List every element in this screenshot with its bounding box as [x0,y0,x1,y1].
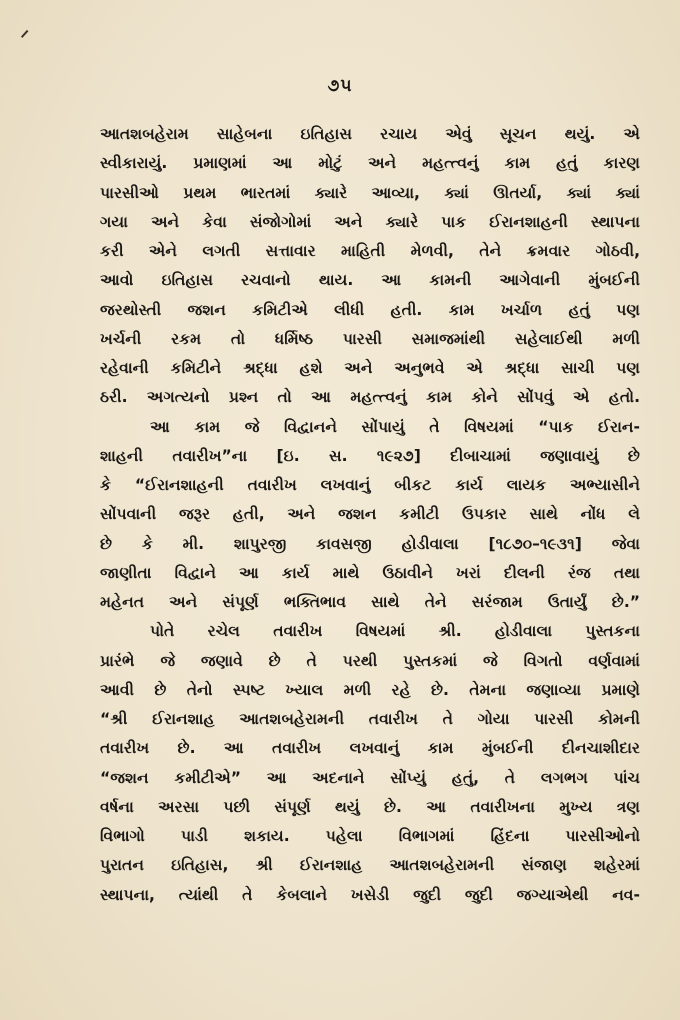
text-line: કે “ઈરાનશાહની તવારીખ લખવાનું બીકટ કાર્ય લાયક અભ્યાસીને [100,476,640,494]
text-line: રહેવાની કમિટીને શ્રદ્ધા હશે અને અનુભવે એ શ્રદ્ધા સાચી પણ [100,359,640,377]
text-line: “શ્રી ઈરાનશાહ આતશબહેરામની તવારીખ તે ગોયા પારસી કોમની [100,710,640,728]
text-line: જરથોસ્તી જશન કમિટીએ લીધી હતી. કામ ખર્ચાળ હતું પણ [100,300,640,319]
text-line: ગયા અને કેવા સંજોગોમાં અને ક્યારે પાક ઈરાનશાહની સ્થાપના [100,212,640,231]
text-line: પુરાતન ઇતિહાસ, શ્રી ઈરાનશાહ આતશબહેરામની સંજાણ શહેરમાં [100,856,640,875]
text-line: સ્વીકારાયું. પ્રમાણમાં આ મોટું અને મહત્ત્વનું કામ હતું કારણ [100,154,640,173]
text-line: આતશબહેરામ સાહેબના ઇતિહાસ રચાય એવું સૂચન થયું. એ [100,125,640,143]
text-line: આવો ઇતિહાસ રચવાનો થાય. આ કામની આગેવાની મુંબઈની [100,271,640,290]
text-line: પોતે રચેલ તવારીખ વિષયમાં શ્રી. હોડીવાલા પુસ્તકના [150,622,640,641]
text-line: પારસીઓ પ્રથમ ભારતમાં ક્યારે આવ્યા, ક્યાં ઊતર્યા, ક્યાં ક્યાં [100,183,640,202]
body-text [100,120,640,910]
text-line: મહેનત અને સંપૂર્ણ ભક્તિભાવ સાથે તેને સરંજામ ઉતાર્યું છે.” [100,593,640,611]
text-line: વર્ષના અરસા પછી સંપૂર્ણ થયું છે. આ તવારીખના મુખ્ય ત્રણ [100,797,640,816]
text-line: કરી એને લગતી સત્તાવાર માહિતી મેળવી, તેને ક્રમવાર ગોઠવી, [100,242,640,260]
text-line: આવી છે તેનો સ્પષ્ટ ખ્યાલ મળી રહે છે. તેમના જણાવ્યા પ્રમાણે [100,680,640,699]
text-line: સોંપવાની જરૂર હતી, અને જશન કમીટી ઉપકાર સાથે નોંધ લે [100,505,640,524]
text-line: આ કામ જે વિદ્વાનને સોંપાયું તે વિષયમાં “પાક ઈરાન- [150,417,640,436]
text-line: સ્થાપના, ત્યાંથી તે કેબલાને ખસેડી જુદી જુદી જગ્યાએથી નવ- [100,885,640,904]
text-line: વિભાગો પાડી શકાય. પહેલા વિભાગમાં હિંદના પારસીઓનો [100,827,640,845]
text-line: શાહની તવારીખ”ના [ઇ. સ. ૧૯૨૭] દીબાચામાં જણાવાયું છે [100,446,640,465]
text-line: ખર્ચની રકમ તો ધર્મિષ્ઠ પારસી સમાજમાંથી સહેલાઈથી મળી [100,329,640,348]
pen-mark [21,30,28,38]
text-line: પ્રારંભે જે જણાવે છે તે પરથી પુસ્તકમાં જે વિગતો વર્ણવામાં [100,651,640,670]
page-number: ૭૫ [327,76,353,96]
text-line: તવારીખ છે. આ તવારીખ લખવાનું કામ મુંબઈની દીનચાશીદાર [100,739,640,758]
text-line: “જશન કમીટીએ” આ અદનાને સોંપ્યું હતું, તે લગભગ પાંચ [100,768,640,787]
text-line: ઠરી. અગત્યનો પ્રશ્ન તો આ મહત્ત્વનું કામ કોને સોંપવું એ હતો. [100,388,640,407]
text-line: છે કે મી. શાપુરજી કાવસજી હોડીવાલા [૧૮૭૦–૧૯૩૧] જેવા [100,534,640,553]
text-line: જાણીતા વિદ્વાને આ કાર્ય માથે ઉઠાવીને ખરાં દીલની રંજ તથા [100,563,640,582]
